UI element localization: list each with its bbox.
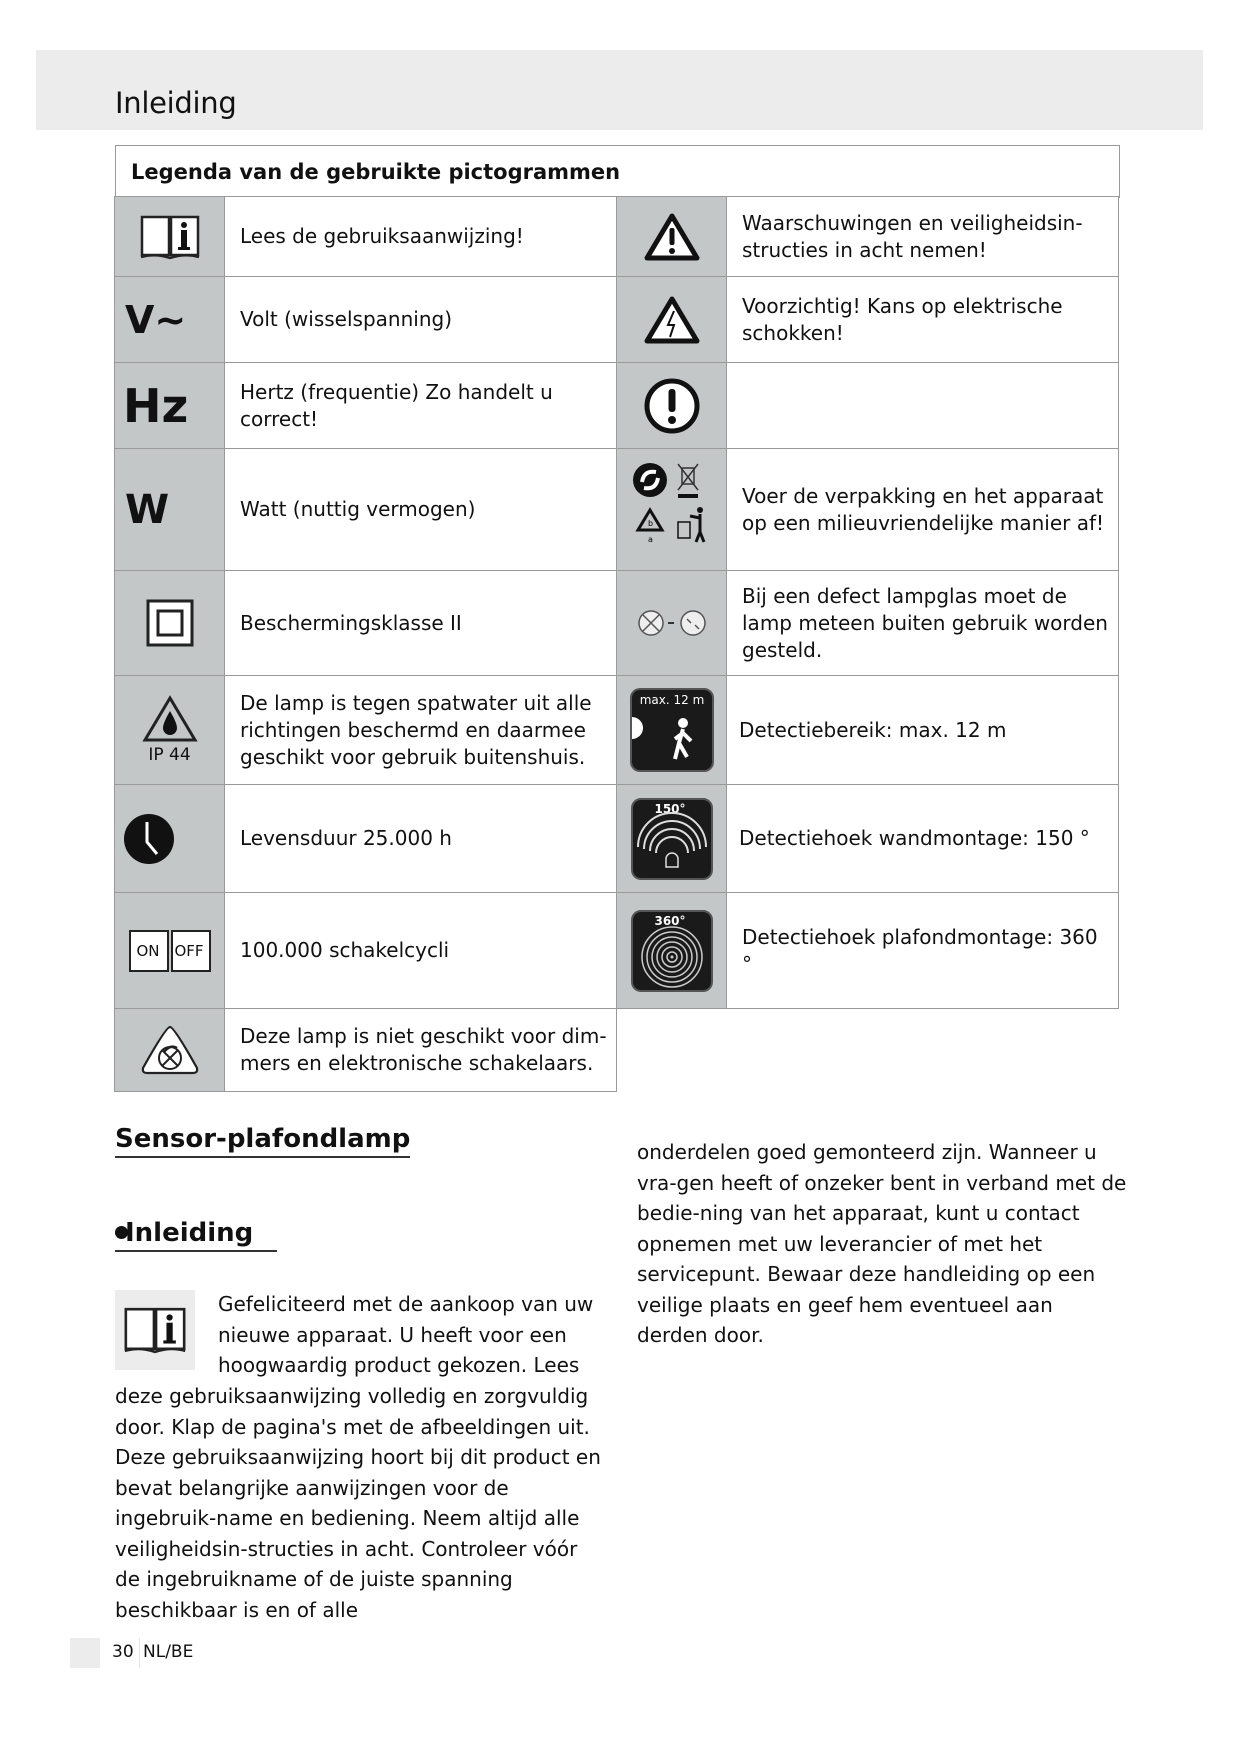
watt-icon: W <box>114 448 225 571</box>
detection-range-icon <box>616 675 727 785</box>
ip44-water-drop-icon: IP 44 <box>114 675 225 785</box>
on-off-icon: ON OFF <box>114 892 225 1009</box>
footer-marker <box>70 1638 100 1668</box>
legend-text: Hertz (frequentie) Zo handelt u correct! <box>224 362 617 449</box>
clock-icon <box>114 784 225 893</box>
hertz-icon: Hz <box>114 362 225 449</box>
legend-text: Lees de gebruiksaanwijzing! <box>224 196 617 277</box>
intro-body-text: deze gebruiksaanwijzing volledig en zorgvuldig door. Klap de pagina's met de afbeeldingen uit. Deze gebruiksaanwijzing hoort bij dit product en bevat belangrijke aanwijzingen voor de ingebruik-name en bediening. Neem altijd alle veiligheidsin-structies in acht. Controleer vóór de ingebruikname of de juiste spanning beschikbaar is en of alle <box>115 1384 601 1622</box>
legend-text: Deze lamp is niet geschikt voor dim-mers en elektronische schakelaars. <box>224 1008 617 1092</box>
legend-text: Volt (wisselspanning) <box>224 276 617 363</box>
legend-text: Voer de verpakking en het apparaat op een milieuvriendelijke manier af! <box>726 448 1119 571</box>
legend-text: Waarschuwingen en veiligheidsin-structies in acht nemen! <box>726 196 1119 277</box>
legend-text: Detectiehoek plafondmontage: 360 ° <box>726 892 1119 1009</box>
recycling-disposal-icon <box>616 448 727 571</box>
broken-lamp-glass-icon <box>616 570 727 676</box>
footer-divider <box>139 1638 140 1668</box>
legend-text: Voorzichtig! Kans op elektrische schokken! <box>726 276 1119 363</box>
svg-text:b: b <box>647 518 653 528</box>
svg-text:a: a <box>647 534 653 544</box>
intro-lead-text: Gefeliciteerd met de aankoop van uw nieuwe apparaat. U heeft voor een hoogwaardig product gekozen. Lees <box>218 1292 594 1377</box>
page-number: 30 <box>112 1642 134 1662</box>
read-manual-icon <box>115 1290 195 1370</box>
svg-text:150°: 150° <box>653 801 686 816</box>
electric-shock-warning-icon <box>616 276 727 363</box>
legend-title: Legenda van de gebruikte pictogrammen <box>131 160 621 184</box>
detection-angle-wall-icon <box>616 784 727 893</box>
detection-angle-ceiling-icon <box>616 892 727 1009</box>
language-code: NL/BE <box>143 1642 194 1662</box>
svg-text:360°: 360° <box>653 913 686 928</box>
page-title: Inleiding <box>115 86 237 120</box>
volt-ac-icon: V~ <box>114 276 225 363</box>
read-manual-icon <box>114 196 225 277</box>
svg-text:max. 12 m: max. 12 m <box>639 693 704 707</box>
intro-right-column-text: onderdelen goed gemonteerd zijn. Wanneer u vra-gen heeft of onzeker bent in verband met de bedie-ning van het apparaat, kunt u contact opnemen met uw leverancier of met het servicepunt. Bewaar deze handleiding op een veilige plaats en geef hem eventueel aan derden door. <box>637 1140 1127 1347</box>
no-dimmer-icon <box>114 1008 225 1092</box>
legend-text: Watt (nuttig vermogen) <box>224 448 617 571</box>
intro-heading: Inleiding <box>115 1218 277 1252</box>
exclamation-circle-icon <box>616 362 727 449</box>
legend-text <box>726 362 1119 449</box>
product-heading: Sensor-plafondlamp <box>115 1124 410 1158</box>
legend-text: 100.000 schakelcycli <box>224 892 617 1009</box>
protection-class-2-icon <box>114 570 225 676</box>
legend-text: De lamp is tegen spatwater uit alle richtingen beschermd en daarmee geschikt voor gebruik buitenshuis. <box>224 675 617 785</box>
legend-text: Detectiehoek wandmontage: 150 ° <box>726 784 1119 893</box>
legend-title-row <box>115 145 1120 198</box>
legend-text: Detectiebereik: max. 12 m <box>726 675 1119 785</box>
legend-text: Bij een defect lampglas moet de lamp meteen buiten gebruik worden gesteld. <box>726 570 1119 676</box>
warning-triangle-icon <box>616 196 727 277</box>
legend-text: Beschermingsklasse II <box>224 570 617 676</box>
legend-text: Levensduur 25.000 h <box>224 784 617 893</box>
